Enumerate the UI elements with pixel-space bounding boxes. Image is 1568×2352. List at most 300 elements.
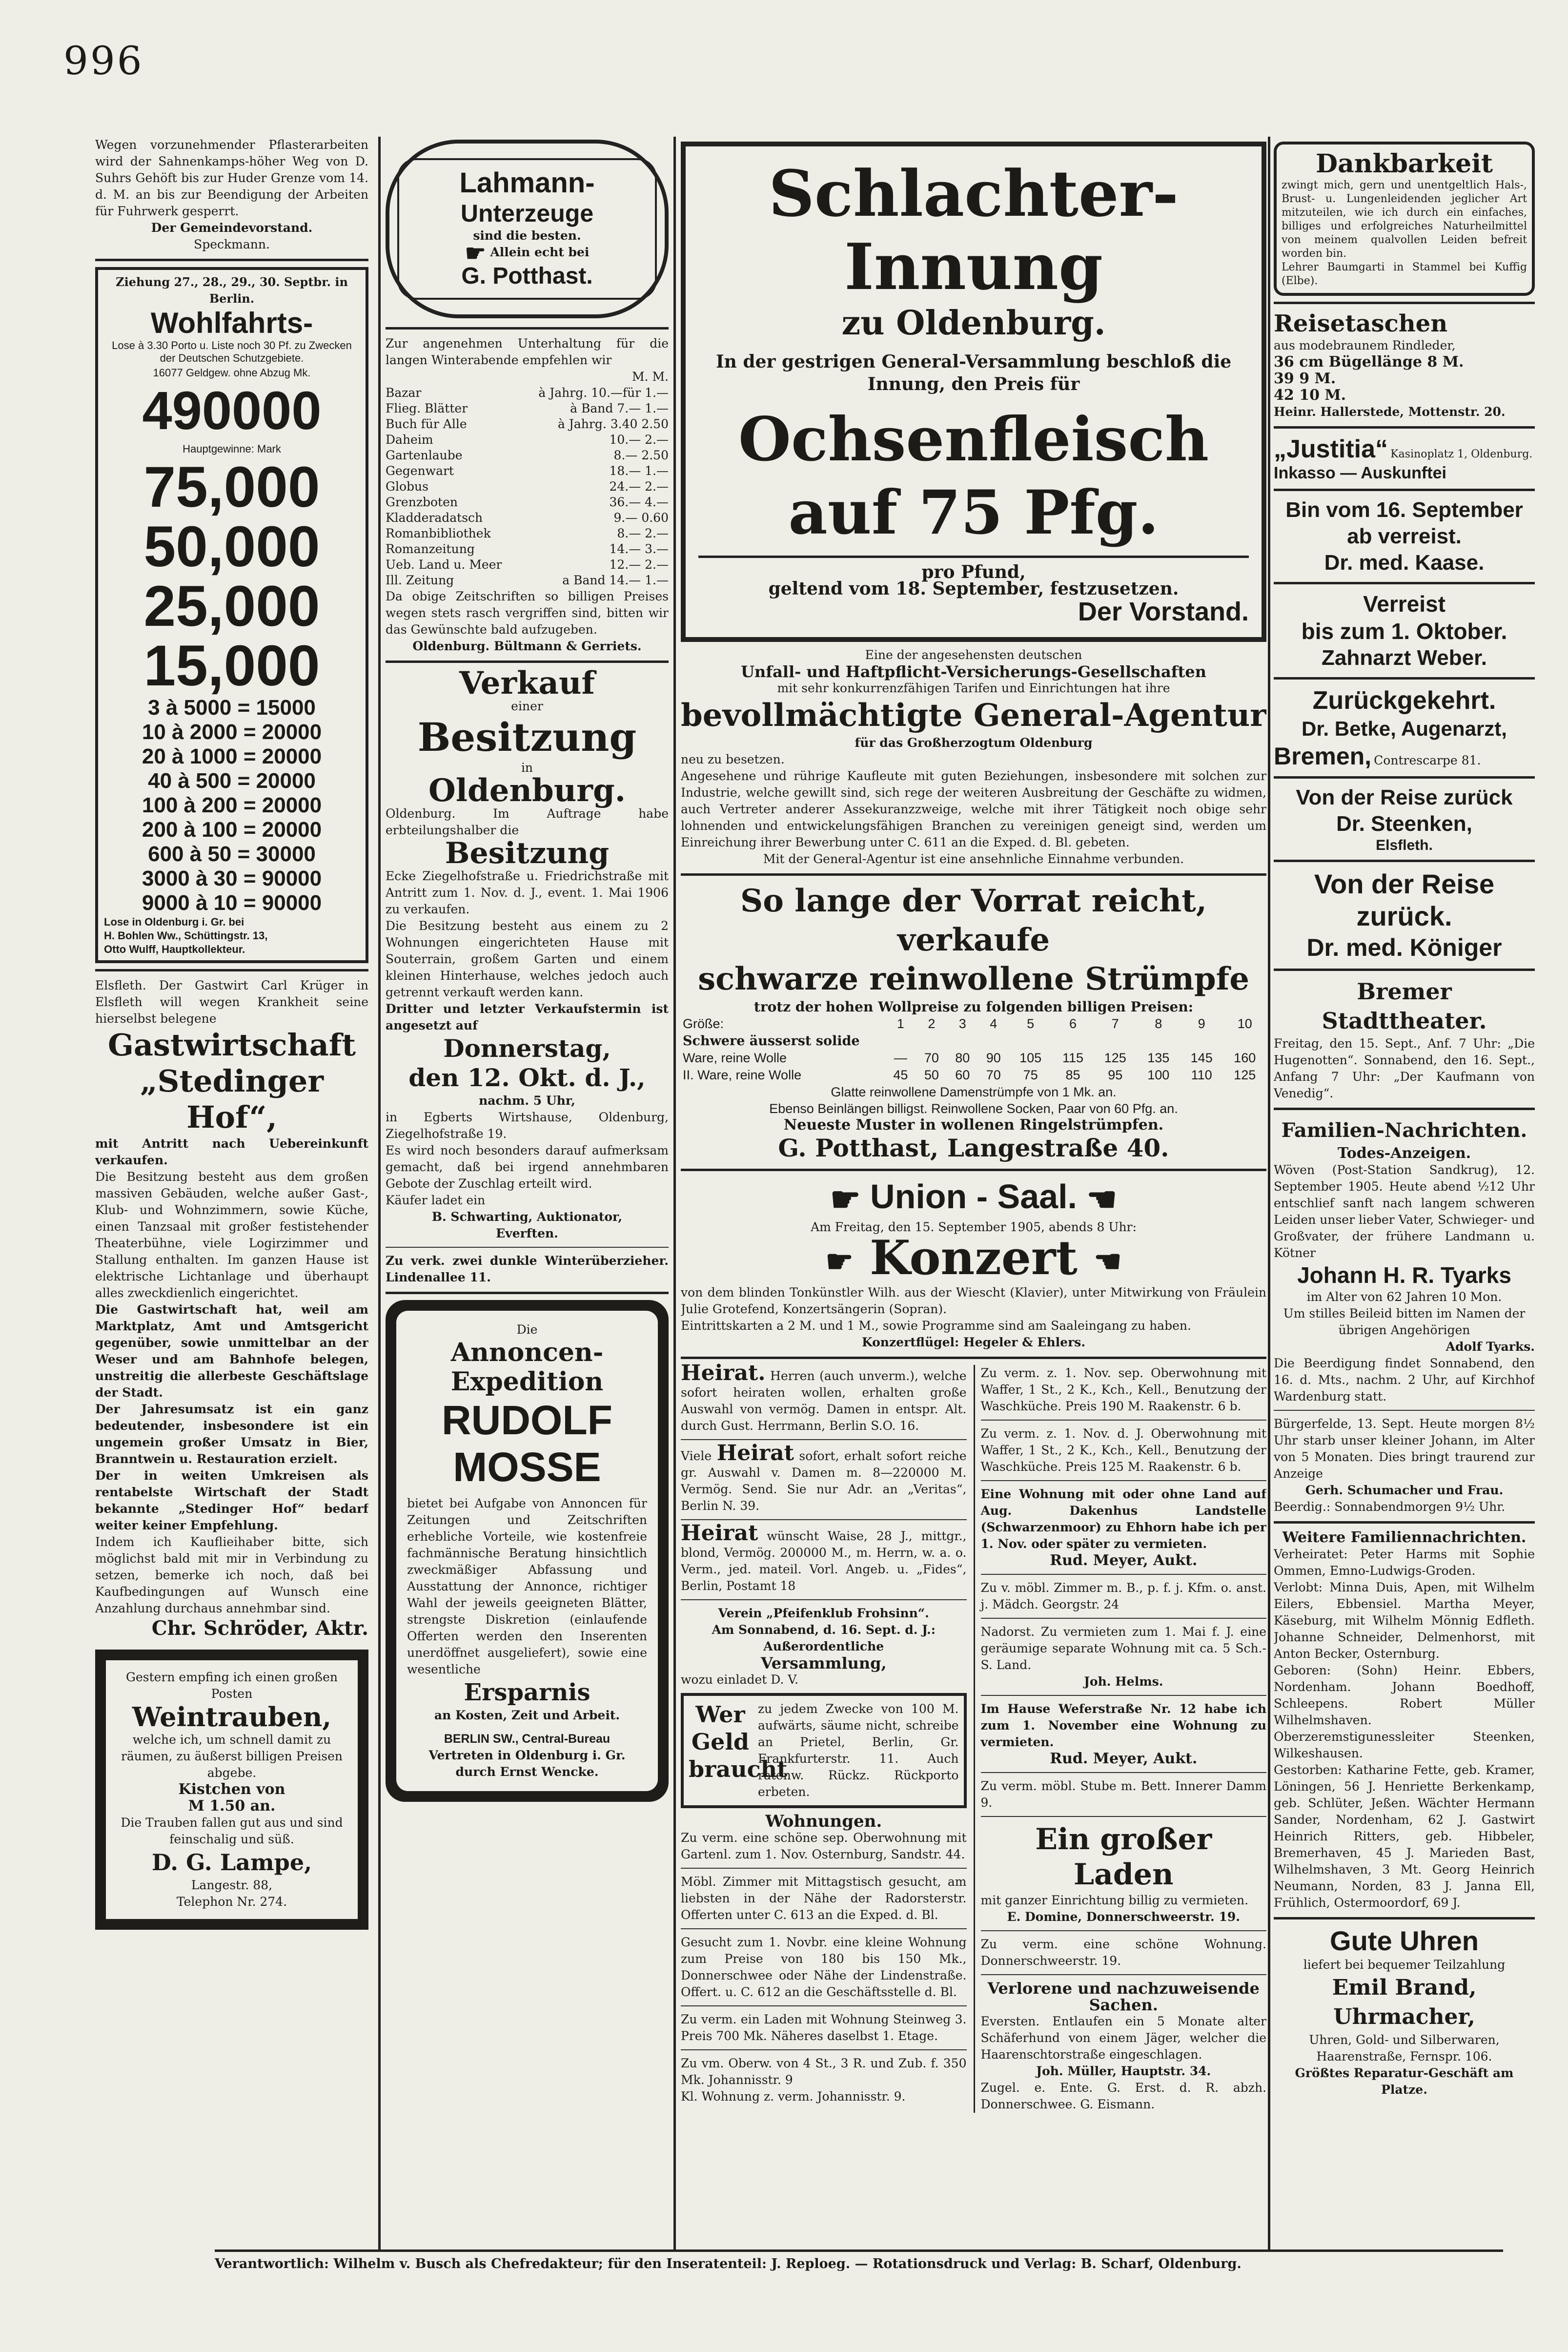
lottery-prize-4: 15,000: [143, 634, 320, 698]
mosse-text-2: an Kosten, Zeit und Arbeit.: [434, 1708, 620, 1722]
verkauf-in: in: [521, 760, 533, 775]
divider: [386, 327, 669, 330]
dankbarkeit-ad: [1274, 142, 1535, 296]
theater-title: Bremer Stadttheater.: [1322, 978, 1487, 1034]
mosse-die: Die: [516, 1322, 538, 1337]
schumacher-text-2: Beerdig.: Sonnabendmorgen 9½ Uhr.: [1274, 1500, 1506, 1514]
justitia-title: „Justitia“: [1274, 435, 1388, 463]
table-cell: Bazar: [386, 385, 422, 400]
schlachter-signature: Der Vorstand.: [1078, 597, 1249, 626]
pflaster-signature: Der Gemeindevorstand.: [151, 221, 313, 235]
lottery-main-prize: 490000: [142, 381, 322, 441]
union-konzert: [681, 1230, 1266, 1285]
schlachter-innung-ad: [681, 142, 1266, 642]
geld-word-3: braucht: [689, 1755, 788, 1782]
column-rule-2: [673, 137, 676, 2250]
table-row: [386, 495, 669, 510]
wohnungen-heading: Wohnungen.: [765, 1811, 882, 1831]
table-row: [386, 526, 669, 541]
divider: [1274, 426, 1535, 429]
rental-ad: Im Hause Weferstraße Nr. 12 habe ich zum 1. November eine Wohnung zu vermieten.: [980, 1701, 1266, 1749]
koeniger-line-1: Von der Reise: [1314, 868, 1495, 899]
table-cell: Ueb. Land u. Meer: [386, 557, 502, 572]
rental-ad-signature: Rud. Meyer, Aukt.: [1050, 1750, 1198, 1767]
small-ads-left: [681, 1360, 967, 2113]
koeniger-line-2: zurück.: [1356, 901, 1452, 931]
kaase-line-3: Dr. med. Kaase.: [1324, 551, 1485, 575]
mosse-text: bietet bei Aufgabe von Annoncen für Zeitungen und Zeitschriften erhebliche Vorteile, wie kostenfreie fachmännische Beratung hinsichtlich zweckmäßiger Abfassung und Ausstattung der Annonce, richtiger Wahl der jeweils geeigneten Blätter, strengste Diskretion (einlaufende Offerten werden den Inserenten unerdöffnet ausgeliefert), sowie eine wesentliche: [407, 1496, 647, 1676]
struempfe-text-4: Neueste Muster in wollenen Ringelstrümpfen.: [783, 1116, 1164, 1134]
table-cell: II. Ware, reine Wolle: [683, 1068, 802, 1082]
wohnung-ad: Möbl. Zimmer mit Mittagstisch gesucht, am liebsten in der Nähe der Radorsterstr. Offerten unter C. 613 an die Exped. d. Bl.: [681, 1874, 967, 1922]
wohnung-ad: Kl. Wohnung z. verm. Johannisstr. 9.: [681, 2089, 906, 2104]
table-cell: 135: [1147, 1051, 1170, 1065]
table-row: [386, 479, 669, 495]
table-cell: Gegenwart: [386, 463, 454, 478]
schlachter-pro-pfund: pro Pfund,: [921, 562, 1026, 582]
wohnung-ad: Zu verm. eine schöne sep. Oberwohnung mit Gartenl. zum 1. Nov. Osternburg, Sandstr. 44.: [681, 1830, 967, 1861]
divider: [95, 259, 368, 261]
stedinger-title-2: „Stedinger Hof“,: [140, 1063, 324, 1135]
lottery-row: 200 à 100 = 20000: [142, 818, 322, 842]
table-row: [386, 448, 669, 463]
column-3: [681, 137, 1266, 2250]
verkauf-text-3: Die Besitzung besteht aus einem zu 2 Wohnungen eingerichteten Hause mit Souterrain, großem Garten und einem kleinen Hinterhause, welches jedoch auch getrennt verkauft werden kann.: [386, 918, 669, 999]
table-row: [386, 401, 669, 416]
table-cell: 3: [958, 1016, 966, 1031]
union-title-label: Union - Saal.: [870, 1177, 1077, 1216]
rental-ad: Eine Wohnung mit oder ohne Land auf Aug. Dakenhus Landstelle (Schwarzenmoor) zu Ehhorn habe ich per 1. Nov. oder später zu vermieten.: [980, 1486, 1266, 1551]
mosse-annoncen: Annoncen-: [450, 1337, 604, 1367]
geld-ad: [681, 1693, 967, 1808]
koeniger-line-3: Dr. med. Königer: [1306, 934, 1502, 961]
rental-ad: Zu verm. z. 1. Nov. sep. Oberwohnung mit Waffer, 1 St., 2 K., Kch., Kell., Benutzung der Waschküche. Preis 190 M. Raakenstr. 6 b.: [980, 1365, 1266, 1413]
stedinger-title-1: Gastwirtschaft: [107, 1027, 356, 1063]
table-cell: Kladderadatsch: [386, 510, 483, 525]
table-cell: 4: [990, 1016, 998, 1031]
geld-word-1: Wer: [695, 1701, 745, 1728]
small-ads-right: [974, 1365, 1267, 2113]
heirat-ad-1-title: Heirat.: [681, 1360, 766, 1385]
pointing-hand-icon: ☛: [465, 239, 486, 267]
rental-ad: Zu verm. z. 1. Nov. d. J. Oberwohnung mit Waffer, 1 St., 2 K., Kch., Kell., Benutzung der Waschküche. Preis 125 M. Raakenstr. 6 b.: [980, 1426, 1266, 1474]
table-cell: 70: [986, 1068, 1001, 1082]
kaase-line-1: Bin vom 16. September: [1285, 498, 1523, 522]
pointing-hand-icon: ☚: [1094, 1243, 1122, 1280]
lottery-prize-table: [104, 696, 360, 915]
table-cell: Romanbibliothek: [386, 526, 491, 540]
table-cell: 85: [1065, 1068, 1080, 1082]
wein-text-3: Die Trauben fallen gut aus und sind feinschalig und süß.: [121, 1816, 343, 1846]
wohnung-ad: Zu vm. Oberw. von 4 St., 3 R. und Zub. f. 350 Mk. Johannisstr. 9: [681, 2056, 967, 2087]
struempfe-title-2: schwarze reinwollene Strümpfe: [698, 961, 1249, 997]
verlorene-text: Eversten. Entlaufen ein 5 Monate alter Schäferhund von einem Jäger, welcher die Haarenschtorstraße eingeschlagen.: [980, 2014, 1266, 2062]
table-cell: à Jahrg. 3.40 2.50: [557, 416, 669, 431]
weitere-verlobt: Verlobt: Minna Duis, Apen, mit Wilhelm Eilers, Ebbensiel. Martha Meyer, Käseburg, mit Wilhelm Mönnig Edfleth. Johanne Schneider, Delmenhorst, mit Anton Becker, Osternburg.: [1274, 1580, 1535, 1661]
vers-text-1: Eine der angesehensten deutschen: [865, 648, 1082, 662]
divider: [681, 873, 1266, 876]
divider: [386, 660, 669, 663]
uhren-text-3: Größtes Reparatur-Geschäft am Platze.: [1295, 2066, 1514, 2097]
weber-line-3: Zahnarzt Weber.: [1321, 646, 1487, 670]
tyarks-text-2: im Alter von 62 Jahren 10 Mon.: [1306, 1290, 1502, 1304]
vers-text-7: Mit der General-Agentur ist eine ansehnliche Einnahme verbunden.: [763, 852, 1184, 866]
table-cell: 90: [986, 1051, 1001, 1065]
divider: [681, 1169, 1266, 1171]
table-cell: 8: [1155, 1016, 1162, 1031]
table-cell: 145: [1190, 1051, 1213, 1065]
lottery-prize-1: 75,000: [143, 455, 320, 519]
stedinger-signature: Chr. Schröder, Aktr.: [151, 1617, 368, 1640]
zeit-text: Da obige Zeitschriften so billigen Preises wegen stets rasch vergriffen sind, bitten wir das Gewünschte bald aufzugeben.: [386, 589, 669, 637]
union-konzert-label: Konzert: [870, 1230, 1078, 1285]
stedinger-para-1: mit Antritt nach Uebereinkunft verkaufen.: [95, 1136, 368, 1167]
table-cell: 75: [1023, 1068, 1038, 1082]
verkauf-signature: B. Schwarting, Auktionator,: [431, 1209, 623, 1224]
stedinger-para-4: Der Jahresumsatz ist ein ganz bedeutender, insbesondere ist ein ungemein großer Umsatz in Bier, Branntwein u. Restauration erzielt.: [95, 1402, 368, 1466]
verkauf-place: in Egberts Wirtshause, Oldenburg, Ziegelhofstraße 19.: [386, 1110, 669, 1141]
struempfe-signature: G. Potthast, Langestraße 40.: [778, 1134, 1169, 1162]
heirat-ad-2-prefix: Viele: [681, 1448, 712, 1463]
mosse-mosse: MOSSE: [453, 1444, 601, 1490]
verkauf-text-6: Käufer ladet ein: [386, 1193, 486, 1207]
tyarks-signature: Adolf Tyarks.: [1446, 1340, 1535, 1354]
reise-row: 39 9 M.: [1274, 370, 1336, 387]
lottery-row: 40 à 500 = 20000: [148, 769, 316, 793]
stedinger-para-2: Die Besitzung besteht aus dem großen massiven Gebäuden, welche außer Gast-, Klub- und Wohnzimmern, sowie Küche, einen Tanzsaal mit großer festistehender Theaterbühne, viele Logirzimmer und Stallung enthalten. Im ganzen Hause ist elektrische Lichtanlage und überhaupt alles zweckdienlich eingerichtet.: [95, 1170, 368, 1300]
struempfe-text: trotz der hohen Wollpreise zu folgenden billigen Preisen:: [753, 999, 1194, 1015]
table-row: [386, 463, 669, 479]
table-cell: 100: [1147, 1068, 1170, 1082]
divider: [1274, 860, 1535, 862]
table-cell: 50: [924, 1068, 939, 1082]
lottery-row: 9000 à 10 = 90000: [142, 891, 322, 915]
divider: [681, 1357, 1266, 1359]
struempfe-text-2: Glatte reinwollene Damenstrümpfe von 1 Mk. an.: [831, 1085, 1117, 1099]
schlachter-geltend: geltend vom 18. September, festzusetzen.: [768, 578, 1179, 599]
table-cell: Schwere äusserst solide: [683, 1033, 860, 1049]
table-cell: Größe:: [683, 1016, 724, 1031]
table-cell: à Band 7.— 1.—: [570, 401, 669, 415]
zeit-signature: Oldenburg. Bültmann & Gerriets.: [412, 639, 642, 653]
table-cell: 18.— 1.—: [609, 463, 669, 478]
weitere-verheiratet: Verheiratet: Peter Harms mit Sophie Ommen, Emno-Ludwigs-Groden.: [1274, 1547, 1535, 1578]
heirat-ad-3-text: wünscht Waise, 28 J., mittgr., blond, Vermög. 200000 M., m. Herrn, w. a. o. Verm., jed. mateil. Vorl. Angeb. u. „Fides“, Berlin, Postamt 18: [681, 1528, 967, 1593]
small-ads-area: [681, 1360, 1266, 2113]
mosse-rudolf: RUDOLF: [442, 1397, 612, 1443]
mosse-vertreten: Vertreten in Oldenburg i. Gr. durch Ernst Wencke.: [428, 1748, 626, 1779]
pointing-hand-icon: ☛: [825, 1243, 854, 1280]
table-cell: 12.— 2.—: [609, 557, 669, 572]
stedinger-para-3: Die Gastwirtschaft hat, weil am Marktplatz, Amt und Amtsgericht gegenüber, sowie unmittelbar an der Weser und am Bahnhofe belegen, unstreitig die allerbeste Geschäftslage der Stadt.: [95, 1302, 368, 1400]
steenken-line-1: Von der Reise zurück: [1296, 785, 1513, 809]
column-1: [95, 137, 368, 2250]
divider: [1274, 1521, 1535, 1524]
table-cell: Buch für Alle: [386, 416, 467, 431]
rental-ad-signature: Joh. Helms.: [1084, 1674, 1163, 1689]
table-cell: Globus: [386, 479, 428, 494]
zeit-intro: Zur angenehmen Unterhaltung für die langen Winterabende empfehlen wir: [386, 336, 669, 367]
mosse-berlin: BERLIN SW., Central-Bureau: [444, 1732, 611, 1746]
reise-signature: Heinr. Hallerstede, Mottenstr. 20.: [1274, 405, 1506, 419]
table-cell: Ware, reine Wolle: [683, 1051, 787, 1065]
geld-text: zu jedem Zwecke von 100 M. aufwärts, säume nicht, schreibe an Prietel, Berlin, Gr. Frankfurterstr. 11. Auch ratenw. Rückz. Rückporto erbeten.: [758, 1701, 959, 1799]
stedinger-intro: Elsfleth. Der Gastwirt Carl Krüger in Elsfleth will wegen Krankheit seine hierselbst belegene: [95, 978, 368, 1026]
lottery-row: 3 à 5000 = 15000: [148, 696, 316, 720]
theater-text: Freitag, den 15. Sept., Anf. 7 Uhr: „Die Hugenotten“. Sonnabend, den 16. Sept., Anfang 7 Uhr: „Der Kaufmann von Venedig“.: [1274, 1036, 1535, 1100]
table-cell: 9: [1198, 1016, 1205, 1031]
uhren-text: liefert bei bequemer Teilzahlung: [1303, 1958, 1506, 1972]
betke-address: Contrescarpe 81.: [1374, 753, 1481, 767]
lottery-lose: Lose à 3.30 Porto u. Liste noch 30 Pf. zu Zwecken der Deutschen Schutzgebiete.: [112, 339, 352, 364]
pointing-hand-icon: ☚: [1086, 1180, 1118, 1218]
uhren-title: Gute Uhren: [1330, 1925, 1479, 1956]
mosse-ersparnis: Ersparnis: [464, 1678, 591, 1706]
schlachter-text: In der gestrigen General-Versammlung beschloß die Innung, den Preis für: [715, 351, 1232, 394]
table-cell: 24.— 2.—: [609, 479, 669, 494]
table-cell: 110: [1191, 1068, 1212, 1082]
table-cell: 160: [1234, 1051, 1256, 1065]
heirat-ad-1: [681, 1360, 967, 1434]
lottery-row: 10 à 2000 = 20000: [142, 720, 322, 744]
struempfe-title-1: So lange der Vorrat reicht, verkaufe: [740, 883, 1207, 958]
schlachter-title: Schlachter-Innung: [768, 156, 1179, 304]
justitia-subtitle: Inkasso — Auskunftei: [1274, 464, 1446, 482]
divider: [1274, 489, 1535, 491]
table-cell: 125: [1104, 1051, 1126, 1065]
pointing-hand-icon: ☛: [830, 1180, 861, 1218]
table-cell: 6: [1069, 1016, 1077, 1031]
table-cell: 1: [896, 1016, 904, 1031]
verkauf-date-2: den 12. Okt. d. J.,: [408, 1063, 646, 1092]
steenken-line-3: Elsfleth.: [1376, 837, 1433, 853]
imprint-footer: Verantwortlich: Wilhelm v. Busch als Chefredakteur; für den Inseratenteil: J. Reploeg. — Rotationsdruck und Verlag: B. Scharf, Oldenburg.: [215, 2249, 1503, 2273]
table-cell: 10.— 2.—: [609, 432, 669, 447]
table-cell: 2: [928, 1016, 936, 1031]
betke-line-3: Bremen,: [1274, 743, 1372, 770]
heirat-ad-2-text: sofort, erhalt sofort reiche gr. Auswahl v. Damen m. 8—220000 M. Vermög. Send. Sie nur Adr. an „Veritas“, Berlin N. 39.: [681, 1448, 967, 1513]
divider: [1274, 776, 1535, 779]
schlachter-price: Ochsenfleisch auf 75 Pfg.: [738, 404, 1209, 548]
mosse-expedition: Expedition: [450, 1366, 604, 1397]
struempfe-ad: [681, 882, 1266, 1163]
table-cell: à Jahrg. 10.—für 1.—: [538, 385, 669, 400]
pflaster-text: Wegen vorzunehmender Pflasterarbeiten wird der Sahnenkamps-höher Weg von D. Suhrs Gehöft bis zur Huder Grenze vom 14. d. M. an bis zur Beendigung der Arbeiten für Fuhrwerk gesperrt.: [95, 138, 368, 218]
table-cell: 105: [1019, 1051, 1042, 1065]
lahmann-ad: [386, 140, 669, 318]
divider: [1274, 677, 1535, 680]
wein-price-2: M 1.50 an.: [188, 1797, 276, 1815]
weintrauben-ad: [95, 1650, 368, 1930]
vers-text-5: neu zu besetzen.: [681, 752, 785, 766]
table-row: [386, 432, 669, 448]
table-row: [386, 557, 669, 573]
table-cell: 60: [955, 1068, 970, 1082]
laden-text: mit ganzer Einrichtung billig zu vermieten.: [980, 1893, 1249, 1907]
todes-heading: Todes-Anzeigen.: [1337, 1145, 1471, 1162]
versicherung-ad: [681, 647, 1266, 867]
steenken-line-2: Dr. Steenken,: [1336, 812, 1472, 836]
verkauf-ad: [386, 664, 669, 1242]
table-cell: 14.— 3.—: [609, 541, 669, 556]
justitia-address: Kasinoplatz 1, Oldenburg.: [1390, 448, 1533, 460]
weitere-heading: Weitere Familiennachrichten.: [1282, 1529, 1527, 1546]
lottery-gewinne: 16077 Geldgew. ohne Abzug Mk.: [153, 367, 311, 379]
union-text-1: von dem blinden Tonkünstler Wilh. aus der Wiescht (Klavier), unter Mitwirkung von Fräulein Julie Grotefend, Konzertsängerin (Sopran).: [681, 1285, 1266, 1316]
table-cell: 5: [1027, 1016, 1035, 1031]
lahmann-text-1: sind die besten.: [473, 228, 581, 243]
heirat-ad-2: [681, 1440, 967, 1514]
verkauf-text-5: Es wird noch besonders darauf aufmerksam gemacht, daß bei irgend annehmbaren Gebote der Zuschlag erteilt wird.: [386, 1143, 669, 1191]
table-cell: Romanzeitung: [386, 541, 475, 556]
lottery-prize-3: 25,000: [143, 574, 320, 639]
laden-text-2: Zu verm. eine schöne Wohnung. Donnerschweerstr. 19.: [980, 1937, 1266, 1968]
pfeifenklub-date: Am Sonnabend, d. 16. Sept. d. J.:: [712, 1622, 936, 1637]
verlorene-signature: Joh. Müller, Hauptstr. 34.: [1036, 2063, 1211, 2078]
lottery-haupt-label: Hauptgewinne: Mark: [183, 443, 281, 455]
table-row: [386, 416, 669, 432]
betke-line-1: Zurückgekehrt.: [1312, 686, 1496, 715]
schumacher-text: Bürgerfelde, 13. Sept. Heute morgen 8½ Uhr starb unser kleiner Johann, im Alter von 5 Monaten. Dies bringt traurend zur Anzeige: [1274, 1417, 1535, 1481]
reise-text: aus modebraunem Rindleder,: [1274, 338, 1456, 352]
table-cell: 80: [955, 1051, 970, 1065]
lottery-footer-1: Lose in Oldenburg i. Gr. bei: [104, 916, 244, 928]
table-cell: Gartenlaube: [386, 448, 463, 462]
verkauf-besitzung-2: Besitzung: [445, 836, 610, 870]
vers-text-2: Unfall- und Haftpflicht-Versicherungs-Gesellschaften: [741, 662, 1206, 681]
table-cell: Daheim: [386, 432, 433, 447]
weitere-gestorben: Gestorben: Katharine Fette, geb. Kramer, Löningen, 56 J. Henriette Berkenkamp, geb. Schlüter, Jeßen. Wächter Hermann Sander, Nordenham, 62 J. Gastwirt Heinrich Ritters, geb. Hibbeler, Bremerhaven, 45 J. Marieden Bast, Wilhelmshaven, 3 Mt. Georg Heinrich Neumann, Norden, 83 J. Janna Ell, Frühlich, Ostermoordorf, 69 J.: [1274, 1763, 1535, 1910]
lottery-row: 3000 à 30 = 90000: [142, 867, 322, 890]
wein-text-2: welche ich, um schnell damit zu räumen, zu äußerst billigen Preisen abgebe.: [121, 1733, 343, 1780]
geld-word-2: Geld: [691, 1728, 750, 1755]
table-cell: —: [894, 1051, 907, 1065]
divider: [386, 1247, 669, 1248]
column-4: [1274, 137, 1535, 2250]
divider: [95, 969, 368, 971]
kaase-line-2: ab verreist.: [1347, 524, 1462, 548]
heirat-ad-3-title: Heirat: [681, 1520, 758, 1546]
table-row: [386, 510, 669, 526]
table-row: [386, 541, 669, 557]
weitere-geboren: Geboren: (Sohn) Heinr. Ebbers, Nordenham. Johann Boedhoff, Schleepens. Robert Müller Wilhelmshaven. Oberzeremstigunessleiter Steenken, Wilkeshausen.: [1274, 1663, 1535, 1760]
wein-price-1: Kistchen von: [178, 1781, 285, 1798]
rental-ad-signature: Rud. Meyer, Aukt.: [1050, 1551, 1198, 1569]
lahmann-text-2-label: Allein echt bei: [490, 245, 590, 259]
divider: [1274, 302, 1535, 304]
rental-ad: Zu verm. möbl. Stube m. Bett. Innerer Damm 9.: [980, 1778, 1266, 1810]
table-row: [681, 1015, 1266, 1032]
table-row: [386, 573, 669, 588]
tyarks-text-3: Um stilles Beileid bitten im Namen der übrigen Angehörigen: [1283, 1306, 1526, 1337]
mosse-ad: [386, 1300, 669, 1802]
column-2: [386, 137, 669, 2250]
struempfe-text-3: Ebenso Beinlängen billigst. Reinwollene Socken, Paar von 60 Pfg. an.: [769, 1101, 1178, 1116]
verkauf-text-2: Ecke Ziegelhofstraße u. Friedrichstraße mit Antritt zum 1. Nov. d. J., event. 1. Mai 1906 zu verkaufen.: [386, 868, 669, 916]
schumacher-signature: Gerh. Schumacher und Frau.: [1305, 1483, 1504, 1497]
column-rule-1: [378, 137, 381, 2250]
table-cell: Grenzboten: [386, 495, 458, 509]
divider: [386, 1292, 669, 1294]
vers-title: bevollmächtigte General-Agentur: [681, 697, 1266, 734]
table-row: [681, 1032, 1266, 1050]
wein-title: Weintrauben,: [132, 1701, 332, 1733]
familien-heading: Familien-Nachrichten.: [1281, 1119, 1527, 1142]
weber-line-2: bis zum 1. Oktober.: [1301, 619, 1507, 644]
verkauf-einer: einer: [511, 699, 543, 713]
lottery-row: 20 à 1000 = 20000: [142, 744, 322, 768]
tyarks-text-4: Die Beerdigung findet Sonnabend, den 16. d. Mts., nachm. 2 Uhr, auf Kirchhof Wardenburg statt.: [1274, 1356, 1535, 1403]
pflaster-notice: [95, 137, 368, 253]
lahmann-subtitle: Unterzeuge: [460, 200, 594, 227]
table-cell: a Band 14.— 1.—: [562, 573, 669, 587]
struempfe-price-table: [681, 1015, 1266, 1084]
dank-text: zwingt mich, gern und unentgeltlich Hals-, Brust- u. Lungenleidenden jeglicher Art mitzuteilen, wie ich durch ein einfaches, billiges und erfolgreiches Naturheilmittel von meinem qualvollen Leiden befreit worden bin.: [1282, 179, 1527, 260]
laden-signature: E. Domine, Donnerschweerstr. 19.: [1007, 1909, 1240, 1924]
wein-address: Langestr. 88,: [191, 1878, 273, 1892]
stedinger-para-5: Der in weiten Umkreisen als rentabelste Wirtschaft der Stadt bekannte „Stedinger Hof“ bedarf weiter keiner Empfehlung.: [95, 1468, 368, 1532]
reisetaschen-ad: [1274, 310, 1535, 420]
verkauf-text-1: Oldenburg. Im Auftrage habe erbteilungshalber die: [386, 806, 669, 837]
lottery-row: 600 à 50 = 30000: [148, 842, 316, 866]
table-cell: 115: [1062, 1051, 1083, 1065]
reise-title: Reisetaschen: [1274, 310, 1448, 337]
table-cell: 8.— 2.—: [617, 526, 669, 540]
betke-line-2: Dr. Betke, Augenarzt,: [1302, 717, 1507, 740]
zeit-table: [386, 385, 669, 588]
table-cell: 95: [1108, 1068, 1123, 1082]
pfeifenklub-text-2: Versammlung,: [760, 1653, 887, 1672]
table-cell: 70: [924, 1051, 939, 1065]
table-cell: 9.— 0.60: [613, 510, 669, 525]
reise-row: 36 cm Bügellänge 8 M.: [1274, 353, 1464, 371]
lottery-title: Wohlfahrts-: [150, 307, 313, 339]
wein-telephone: Telephon Nr. 274.: [176, 1895, 287, 1909]
pfeifenklub-title: Verein „Pfeifenklub Frohsinn“.: [718, 1606, 929, 1620]
lahmann-title: Lahmann-: [459, 167, 595, 199]
table-cell: 36.— 4.—: [609, 495, 669, 509]
rental-ad: Nadorst. Zu vermieten zum 1. Mai f. J. eine geräumige separate Wohnung mit ca. 5 Sch.-S. Land.: [980, 1624, 1266, 1672]
lahmann-text-2: [402, 239, 652, 267]
verkauf-time: nachm. 5 Uhr,: [479, 1093, 575, 1108]
wein-text-1: Gestern empfing ich einen großen Posten: [125, 1670, 338, 1701]
table-cell: Flieg. Blätter: [386, 401, 468, 415]
lahmann-seller: G. Potthast.: [461, 263, 593, 289]
wohnung-ad: Gesucht zum 1. Novbr. eine kleine Wohnung zum Preise von 180 bis 150 Mk., Donnerschwee oder Nähe der Lindenstraße. Offert. u. C. 612 an die Geschäftsstelle d. Bl.: [681, 1935, 967, 1999]
union-saal-ad: [681, 1177, 1266, 1351]
tyarks-name: Johann H. R. Tyarks: [1297, 1262, 1511, 1288]
lottery-ad: [95, 267, 368, 963]
pflaster-signature-name: Speckmann.: [194, 237, 270, 251]
verkauf-title: Verkauf: [459, 664, 595, 701]
stedinger-para-6: Indem ich Kauflieihaber bitte, sich möglichst bald mit mir in Verbindung zu setzen, bemerke ich noch, daß bei Kaufbedingungen auf Wunsch eine Anzahlung durchaus annehmbar sind.: [95, 1535, 368, 1615]
dank-signature: Lehrer Baumgarti in Stammel bei Kuffig (Elbe).: [1282, 261, 1527, 287]
vers-text-4: für das Großherzogtum Oldenburg: [855, 736, 1093, 750]
table-cell: 8.— 2.50: [613, 448, 669, 462]
heirat-ad-3: [681, 1520, 967, 1594]
rental-ad: Zu v. möbl. Zimmer m. B., p. f. j. Kfm. o. anst. j. Mädch. Georgstr. 24: [980, 1580, 1266, 1611]
justitia-ad: [1274, 434, 1535, 483]
divider: [1274, 1108, 1535, 1110]
winter-coat-ad: Zu verk. zwei dunkle Winterüberzieher. Lindenallee 11.: [386, 1253, 669, 1284]
table-row: [386, 385, 669, 401]
zeitschriften-ad: [386, 335, 669, 655]
verkauf-text-4: Dritter und letzter Verkaufstermin ist angesetzt auf: [386, 1001, 669, 1032]
page-number: 996: [63, 38, 144, 83]
union-text-3: Konzertflügel: Hegeler & Ehlers.: [861, 1335, 1086, 1349]
vers-text-6: Angesehene und rührige Kaufleute mit guten Beziehungen, insbesondere mit solchen zur Industrie, welche gewillt sind, sich rege der weiteren Ausbreitung der Geschäfte zu widmen, auch Vertreter anderer Assekuranzzweige, welche mit ihrer Tätigkeit noch obige sehr lohnenden und entwickelungsfähigen Branchen zu vereinigen geneigt sind, werden um Einreichung ihrer Bewerbung unter C. 611 an die Exped. d. Bl. gebeten.: [681, 769, 1266, 849]
union-text-2: Eintrittskarten a 2 M. und 1 M., sowie Programme sind am Saaleingang zu haben.: [681, 1318, 1191, 1333]
